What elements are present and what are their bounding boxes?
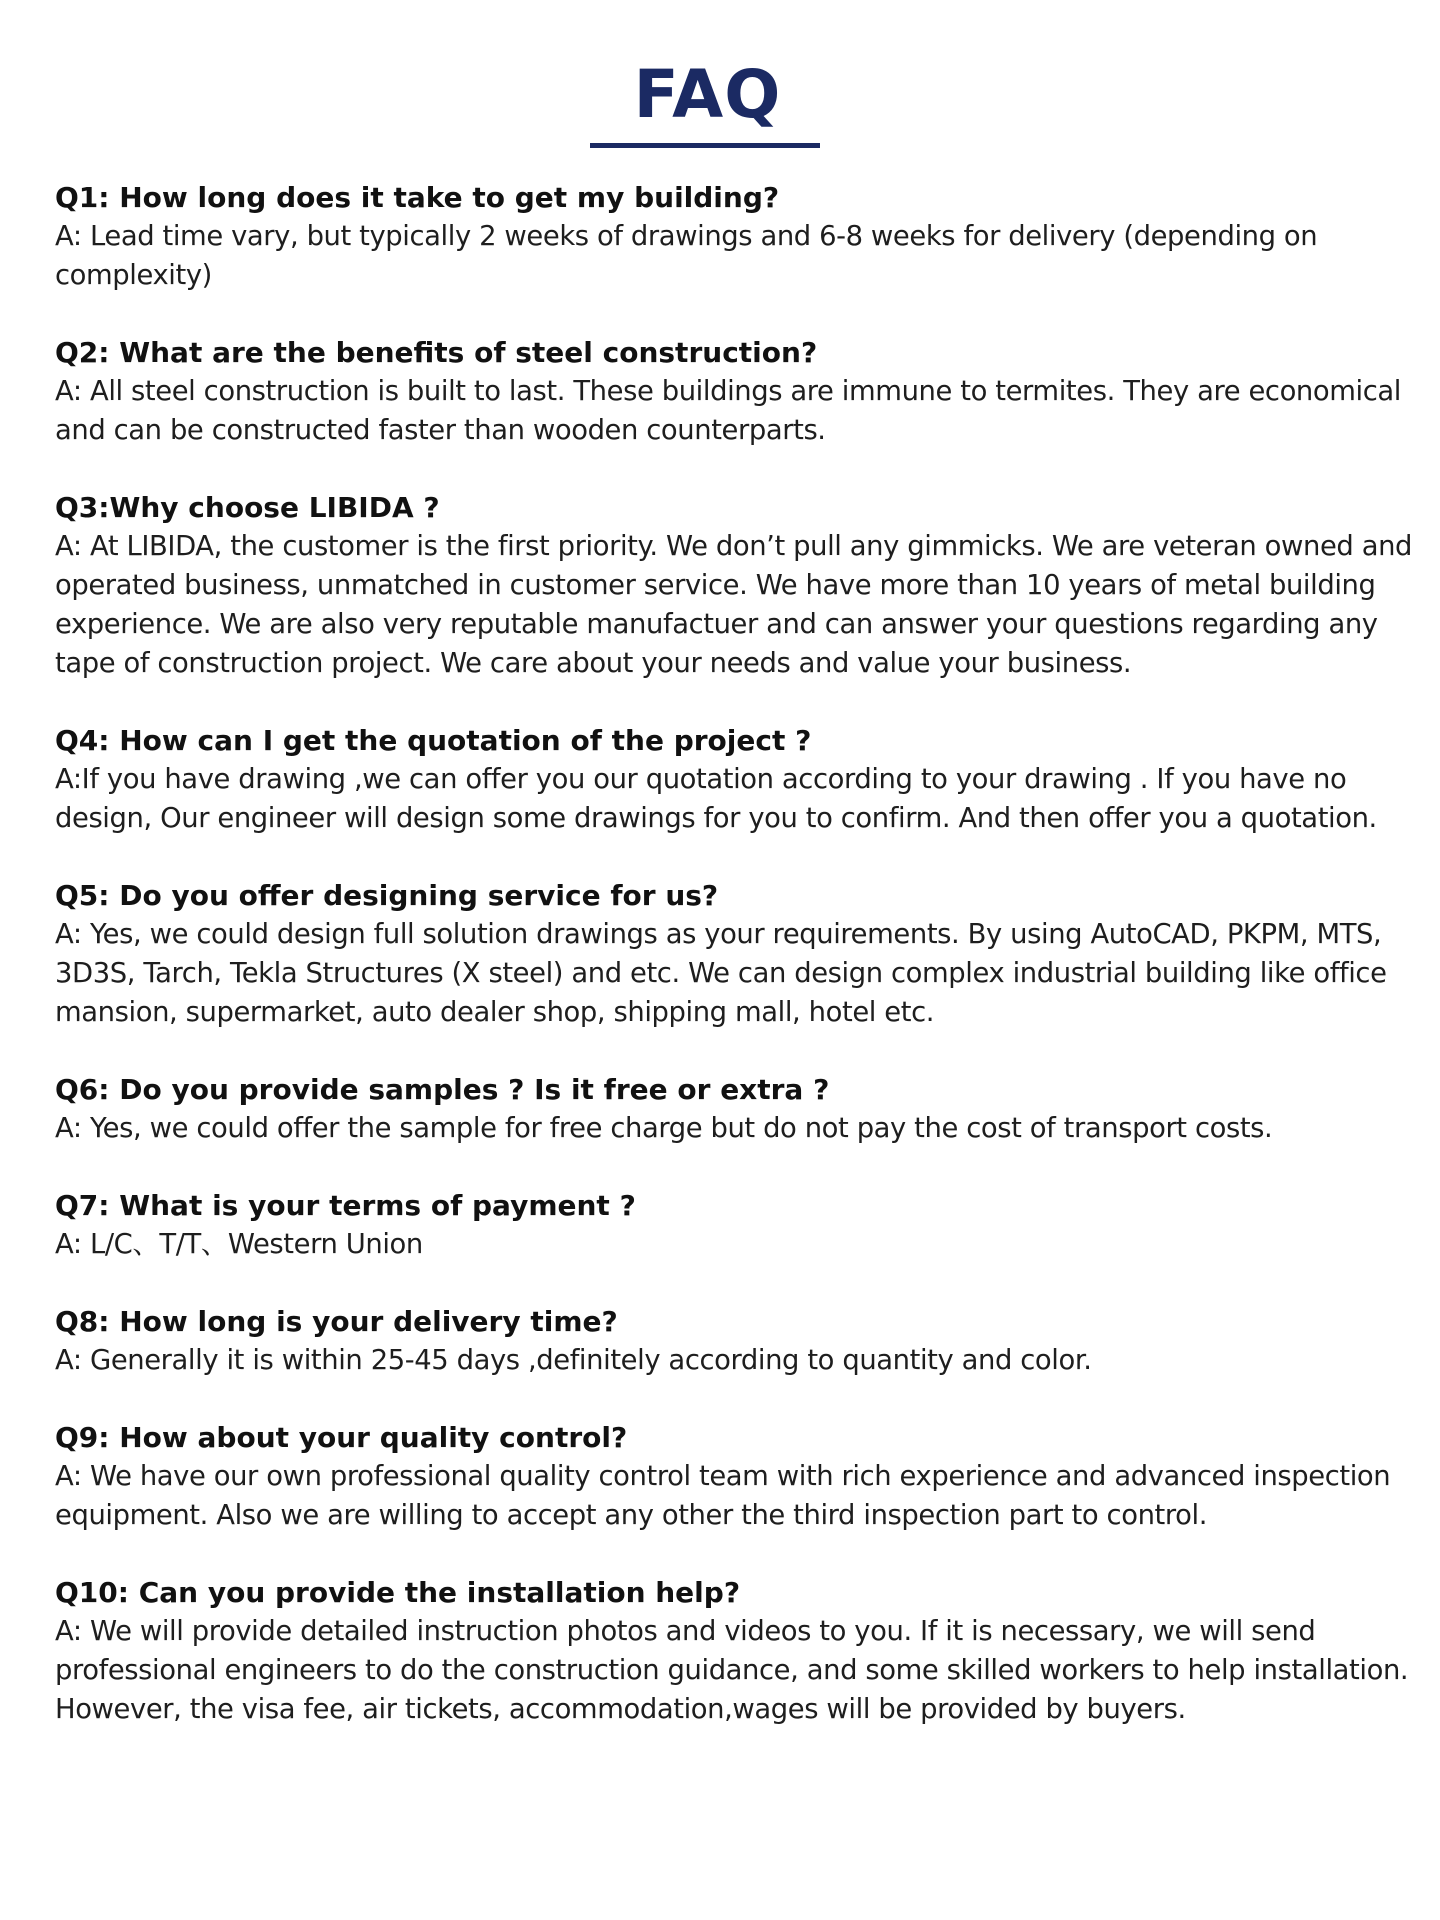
faq-question-9: Q9: How about your quality control?: [55, 1421, 628, 1454]
faq-list: [55, 178, 1415, 1767]
faq-item-9: [55, 1418, 1415, 1535]
faq-answer-8: A: Generally it is within 25-45 days ,definitely according to quantity and color.: [55, 1345, 1092, 1376]
faq-answer-5: A: Yes, we could design full solution drawings as your requirements. By using AutoCAD, PKPM, MTS, 3D3S, Tarch, Tekla Structures (X steel) and etc. We can design complex industrial building like office mansion, supermarket, auto dealer shop, shipping mall, hotel etc.: [55, 919, 1387, 1028]
faq-item-10: [55, 1573, 1415, 1729]
faq-question-3: Q3:Why choose LIBIDA ?: [55, 491, 440, 524]
faq-item-7: [55, 1186, 1415, 1264]
faq-item-1: [55, 178, 1415, 295]
faq-answer-7: A: L/C、T/T、Western Union: [55, 1229, 423, 1260]
faq-answer-4: A:If you have drawing ,we can offer you our quotation according to your drawing . If you have no design, Our engineer will design some drawings for you to confirm. And then offer you a quotation.: [55, 764, 1377, 834]
page-header: [0, 55, 1440, 135]
faq-item-4: [55, 721, 1415, 838]
faq-item-3: [55, 488, 1415, 683]
faq-answer-6: A: Yes, we could offer the sample for free charge but do not pay the cost of transport costs.: [55, 1113, 1273, 1144]
faq-answer-10: A: We will provide detailed instruction photos and videos to you. If it is necessary, we will send professional engineers to do the construction guidance, and some skilled workers to help installation. However, the visa fee, air tickets, accommodation,wages will be provided by buyers.: [55, 1616, 1409, 1725]
faq-item-5: [55, 876, 1415, 1032]
faq-question-8: Q8: How long is your delivery time?: [55, 1305, 618, 1338]
faq-item-8: [55, 1302, 1415, 1380]
faq-item-6: [55, 1070, 1415, 1148]
faq-question-4: Q4: How can I get the quotation of the project ?: [55, 724, 812, 757]
faq-question-10: Q10: Can you provide the installation help?: [55, 1576, 741, 1609]
faq-answer-9: A: We have our own professional quality control team with rich experience and advanced inspection equipment. Also we are willing to accept any other the third inspection part to control.: [55, 1461, 1391, 1531]
title-underline: [590, 143, 820, 148]
faq-question-2: Q2: What are the benefits of steel construction?: [55, 336, 818, 369]
page-title: FAQ: [633, 56, 782, 133]
faq-answer-3: A: At LIBIDA, the customer is the first priority. We don’t pull any gimmicks. We are veteran owned and operated business, unmatched in customer service. We have more than 10 years of metal building experience. We are also very reputable manufactuer and can answer your questions regarding any tape of construction project. We care about your needs and value your business.: [55, 531, 1413, 679]
faq-question-1: Q1: How long does it take to get my building?: [55, 181, 780, 214]
faq-question-7: Q7: What is your terms of payment ?: [55, 1189, 636, 1222]
faq-question-5: Q5: Do you offer designing service for us?: [55, 879, 719, 912]
faq-item-2: [55, 333, 1415, 450]
faq-question-6: Q6: Do you provide samples ? Is it free or extra ?: [55, 1073, 830, 1106]
faq-answer-2: A: All steel construction is built to last. These buildings are immune to termites. They are economical and can be constructed faster than wooden counterparts.: [55, 376, 1401, 446]
faq-answer-1: A: Lead time vary, but typically 2 weeks of drawings and 6-8 weeks for delivery (depending on complexity): [55, 221, 1318, 291]
